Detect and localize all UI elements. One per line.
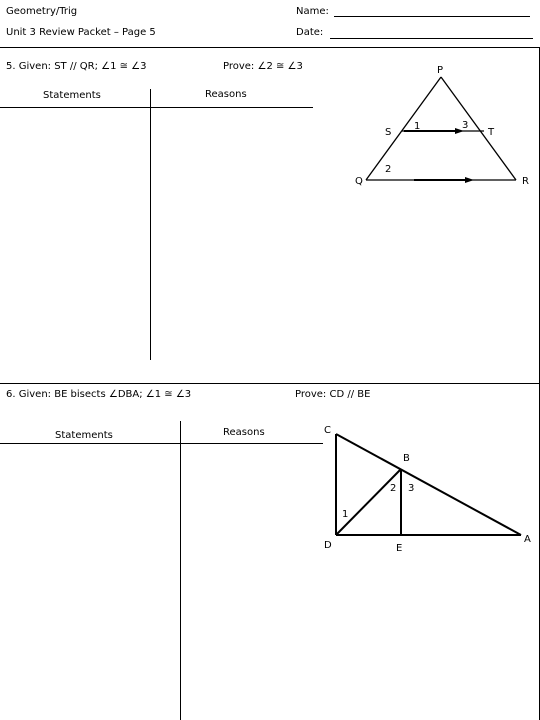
label-angle3: 3	[408, 483, 415, 494]
label-angle2: 2	[385, 164, 392, 175]
problem5-reasons-header: Reasons	[205, 89, 247, 100]
label-T: T	[488, 127, 495, 138]
label-angle2: 2	[390, 483, 397, 494]
segment-DB	[336, 469, 401, 535]
segment-CA	[336, 434, 521, 535]
label-S: S	[385, 127, 392, 138]
label-angle3: 3	[462, 120, 469, 131]
problem6-prove: Prove: CD // BE	[295, 389, 371, 400]
label-B: B	[403, 453, 410, 464]
label-Q: Q	[355, 176, 363, 187]
label-R: R	[522, 176, 529, 187]
packet-title: Unit 3 Review Packet – Page 5	[6, 27, 156, 38]
date-label: Date:	[296, 27, 324, 38]
problem6-statements-header: Statements	[55, 430, 113, 441]
problem5-prove: Prove: ∠2 ≅ ∠3	[223, 61, 303, 72]
label-A: A	[524, 534, 531, 545]
label-C: C	[324, 425, 331, 436]
label-P: P	[437, 65, 444, 76]
label-angle1: 1	[342, 509, 349, 520]
label-E: E	[396, 543, 403, 554]
course-title: Geometry/Trig	[6, 6, 78, 17]
problem6-reasons-header: Reasons	[223, 427, 265, 438]
label-angle1: 1	[414, 121, 421, 132]
problem5-statements-header: Statements	[43, 90, 101, 101]
problem5-given: 5. Given: ST // QR; ∠1 ≅ ∠3	[6, 61, 147, 72]
problem6-given: 6. Given: BE bisects ∠DBA; ∠1 ≅ ∠3	[6, 389, 192, 400]
label-D: D	[324, 540, 332, 551]
name-label: Name:	[296, 6, 329, 17]
